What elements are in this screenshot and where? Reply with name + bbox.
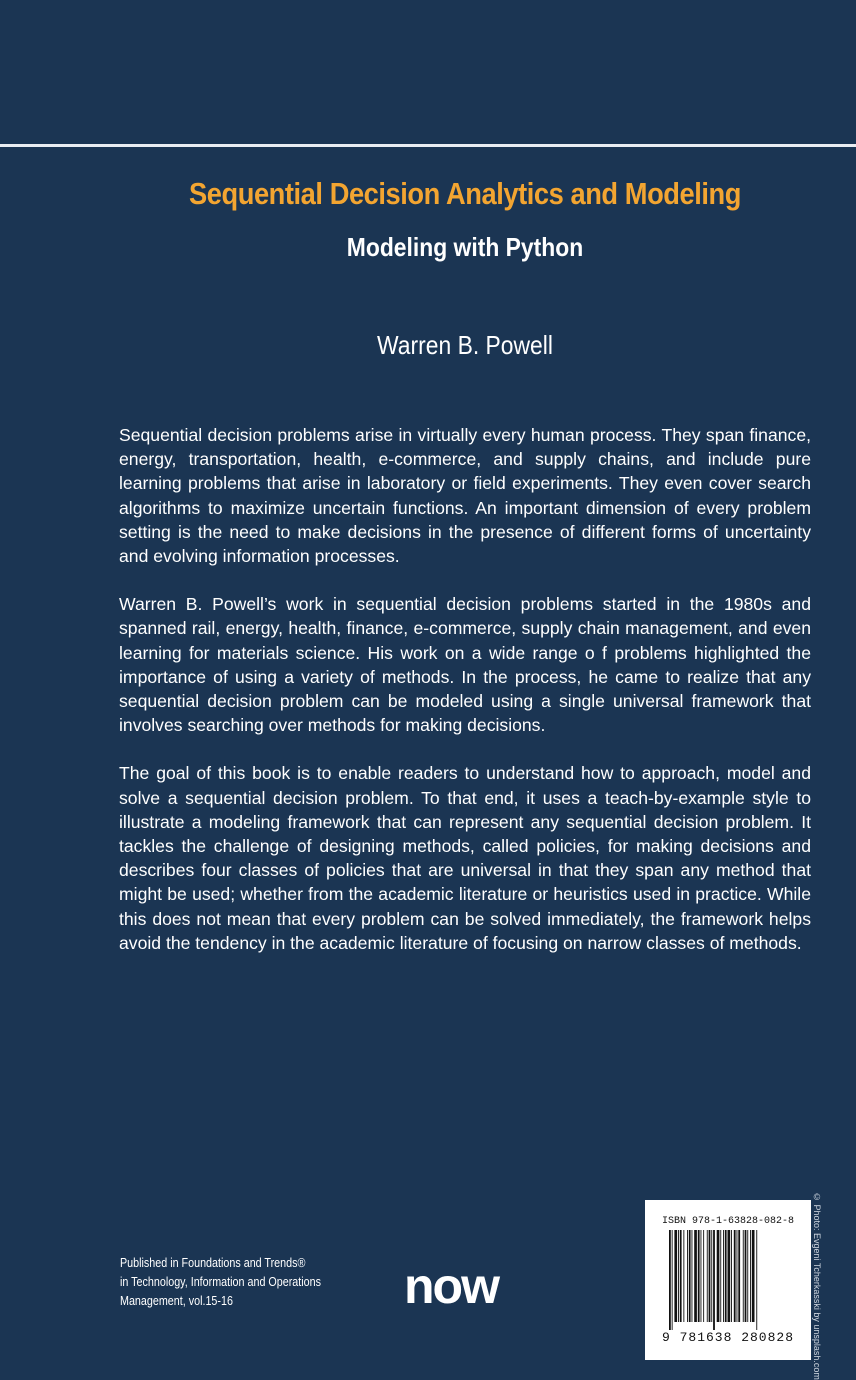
barcode-icon [669, 1230, 787, 1330]
now-publisher-logo: now [404, 1258, 498, 1314]
barcode-panel [645, 1200, 811, 1360]
book-title: Sequential Decision Analytics and Modeling [189, 176, 741, 211]
publisher-line: Management, vol.15-16 [120, 1294, 233, 1308]
header-divider [0, 144, 856, 147]
publisher-note [120, 1254, 326, 1311]
description-paragraph: Sequential decision problems arise in virtually every human process. They span finance, energy, transportation, health, e-commerce, and supply chains, and include pure learning problems that arise in laboratory or field experiments. They even cover search algorithms to maximize uncertain functions. An important dimension of every problem setting is the need to make decisions in the presence of different forms of uncertainty and evolving information processes. [119, 425, 811, 567]
author-name: Warren B. Powell [377, 330, 553, 360]
description-paragraph: The goal of this book is to enable readers to understand how to approach, model and solve a sequential decision problem. To that end, it uses a teach-by-example style to illustrate a modeling framework that can represent any sequential decision problem. It tackles the challenge of designing methods, called policies, for making decisions and describes four classes of policies that are universal in that they span any method that might be used; whether from the academic literature or heuristics used in practice. While this does not mean that every problem can be solved immediately, the framework helps avoid the tendency in the academic literature of focusing on narrow classes of methods. [119, 763, 811, 953]
ean-number: 9 781638 280828 [661, 1330, 795, 1345]
publisher-line: in Technology, Information and Operations [120, 1275, 321, 1289]
description-paragraph: Warren B. Powell’s work in sequential decision problems started in the 1980s and spanned rail, energy, health, finance, e-commerce, supply chain management, and even learning for materials science. His work on a wide range o f problems highlighted the importance of using a variety of methods. In the process, he came to realize that any sequential decision problem can be modeled using a single universal framework that involves searching over methods for making decisions. [119, 594, 811, 736]
isbn-label: ISBN 978-1-63828-082-8 [661, 1216, 795, 1227]
book-description [119, 423, 811, 979]
publisher-line: Published in Foundations and Trends® [120, 1256, 306, 1270]
photo-credit: © Photo: Evgeni Tcherkasski by unsplash.com [812, 1192, 822, 1380]
book-subtitle: Modeling with Python [346, 232, 584, 262]
